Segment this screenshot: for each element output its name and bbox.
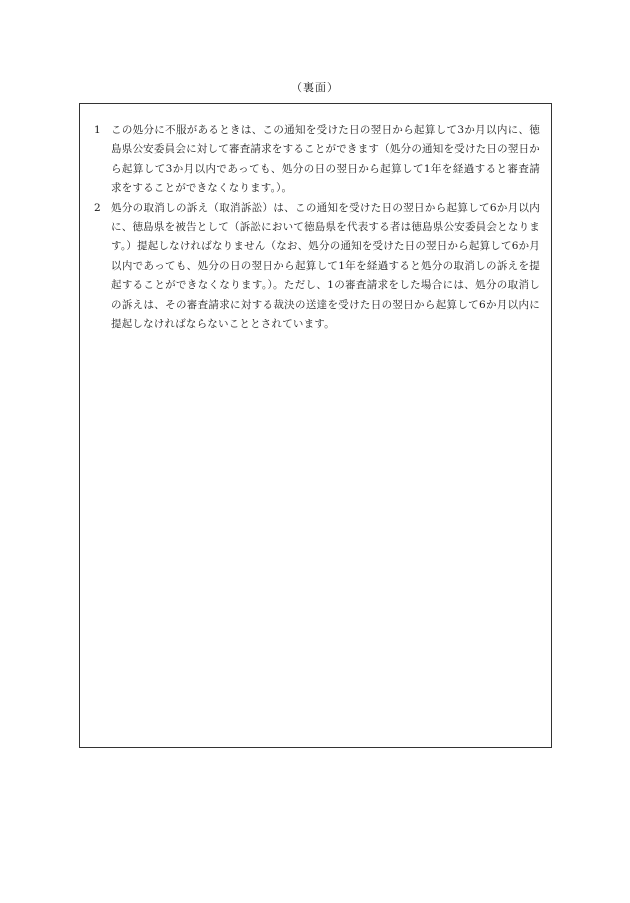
- item-text: 処分の取消しの訴え（取消訴訟）は、この通知を受けた日の翌日から起算して6か月以内に、徳島県を被告として（訴訟において徳島県を代表する者は徳島県公安委員会となります。）提起しなければなりません（なお、処分の通知を受けた日の翌日から起算して6か月以内であっても、処分の日の翌日から起算して1年を経過すると処分の取消しの訴えを提起することができなくなります。）。ただし、1の審査請求をした場合には、処分の取消しの訴えは、その審査請求に対する裁決の送達を受けた日の翌日から起算して6か月以内に提起しなければならないこととされています。: [111, 201, 540, 331]
- item-number: 2: [94, 201, 101, 214]
- page-title: （裏面）: [291, 81, 339, 94]
- notice-item-1: [94, 121, 540, 199]
- notice-list: [94, 121, 540, 334]
- item-text: この処分に不服があるときは、この通知を受けた日の翌日から起算して3か月以内に、徳島県公安委員会に対して審査請求をすることができます（処分の通知を受けた日の翌日から起算して3か月以内であっても、処分の日の翌日から起算して1年を経過すると審査請求をすることができなくなります。）。: [111, 124, 540, 195]
- notice-frame: [79, 103, 552, 748]
- notice-item-2: [94, 199, 540, 335]
- item-number: 1: [94, 124, 101, 136]
